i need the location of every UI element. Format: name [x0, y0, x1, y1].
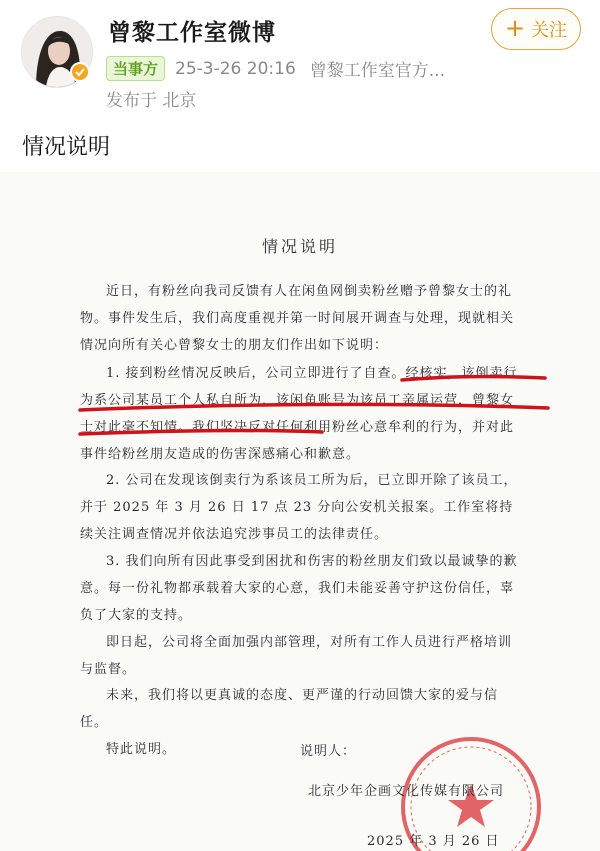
document-image[interactable] [0, 172, 600, 851]
document-paragraph: 2. 公司在发现该倒卖行为系该员工所为后，已立即开除了该员工，并于 2025 年 3 月 26 日 17 点 23 分向公安机关报案。工作室将持续关注调查情况并依法追究涉事员工的法律责任。 [80, 473, 518, 542]
follow-button[interactable] [491, 8, 581, 50]
signature-company: 北京少年企画文化传媒有限公司 [308, 784, 505, 799]
document-paragraph: 未来，我们将以更真诚的态度、更严谨的行动回馈大家的爱与信任。 [80, 688, 499, 730]
post-time: 25-3-26 20:16 [175, 58, 296, 79]
document-paragraph: 3. 我们向所有因此事受到困扰和伤害的粉丝朋友们致以最诚挚的歉意。每一份礼物都承载着大家的心意，我们未能妥善守护这份信任，辜负了大家的支持。 [80, 554, 518, 623]
author-name[interactable]: 曾黎工作室微博 [108, 20, 276, 46]
follow-label: 关注 [531, 20, 568, 41]
party-badge: 当事方 [106, 56, 165, 81]
document-paragraph: 特此说明。 [106, 742, 177, 757]
post-text: 情况说明 [22, 135, 111, 160]
signature-label: 说明人： [300, 744, 357, 759]
document-title: 情况说明 [261, 237, 338, 256]
verified-badge-icon [70, 62, 90, 82]
plus-icon: + [504, 14, 526, 42]
post-source: 曾黎工作室官方... [309, 61, 445, 81]
document-paragraph: 1. 接到粉丝情况反映后，公司立即进行了自查。经核实，该倒卖行为系公司某员工个人私自所为，该闲鱼账号为该员工亲属运营，曾黎女士对此毫不知情。我们坚决反对任何利用粉丝心意牟利的行为，并对此事件给粉丝朋友造成的伤害深感痛心和歉意。 [80, 366, 518, 462]
document-paragraph: 近日，有粉丝向我司反馈有人在闲鱼网倒卖粉丝赠予曾黎女士的礼物。事件发生后，我们高度重视并第一时间展开调查与处理，现就相关情况向所有关心曾黎女士的朋友们作出如下说明： [80, 284, 515, 353]
document-page [0, 172, 600, 851]
signature-date: 2025 年 3 月 26 日 [367, 834, 500, 849]
post-meta [106, 56, 445, 81]
document-paragraph: 即日起，公司将全面加强内部管理，对所有工作人员进行严格培训与监督。 [80, 635, 513, 677]
post-location: 发布于 北京 [106, 91, 197, 111]
